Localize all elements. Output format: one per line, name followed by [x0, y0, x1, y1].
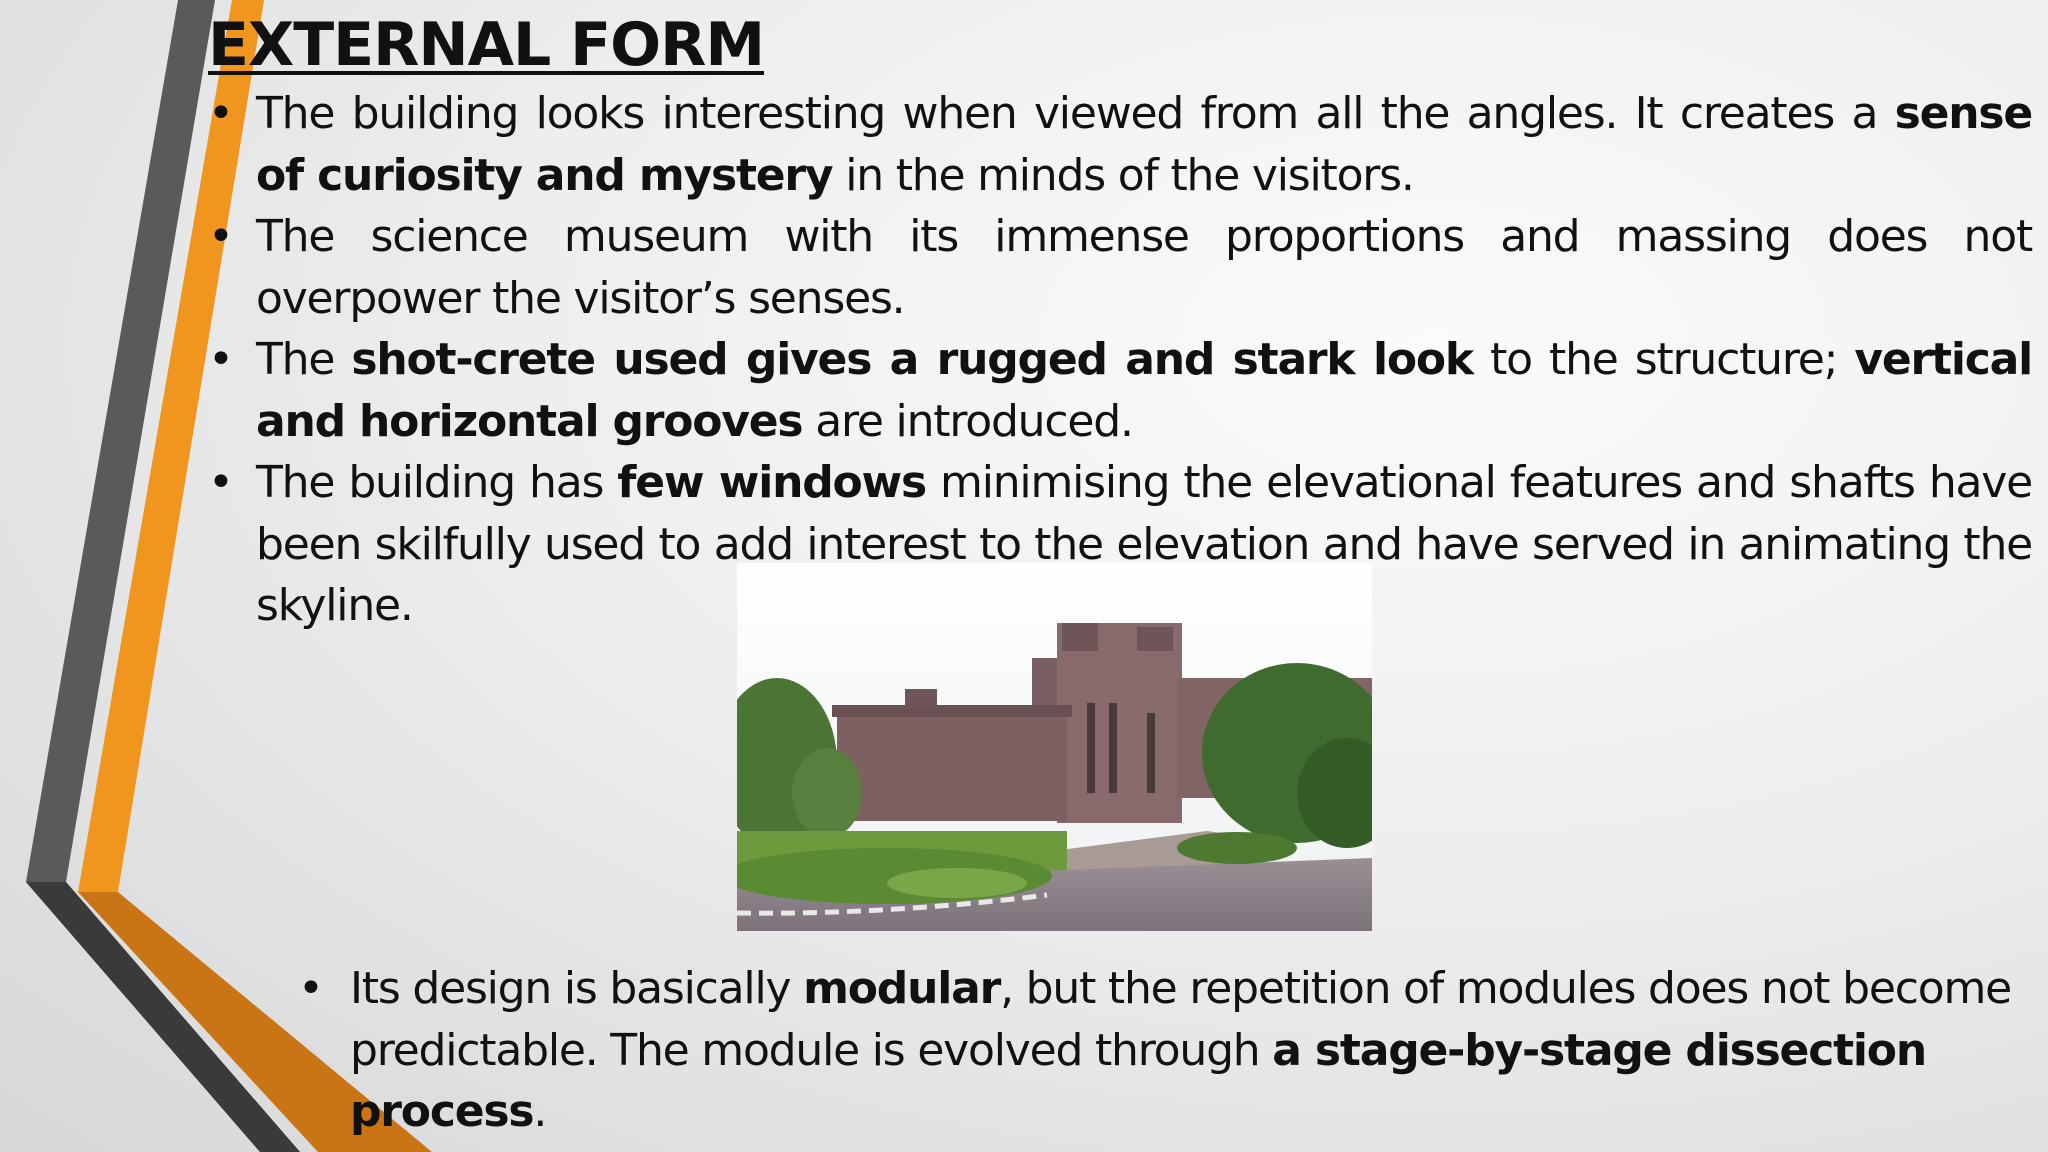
photo-hedge-2: [887, 868, 1027, 898]
bullet-item: [208, 206, 2032, 329]
bullet-text: are introduced.: [802, 395, 1133, 447]
bullet-item: [298, 958, 2018, 1143]
slide-title: EXTERNAL FORM: [208, 10, 765, 80]
bullet-text: minimising the elevational features and shafts have been skilfully used to add interest to the elevation and have served in animating the skyline.: [256, 457, 2033, 631]
bullet-bold-text: vertical and horizontal grooves: [256, 334, 2032, 447]
bullet-text: The science museum with its immense proportions and massing does not overpower the visitor’s senses.: [256, 211, 2032, 324]
bullet-bold-text: shot-crete used gives a rugged and stark look: [351, 334, 1473, 385]
photo-tree-left-2: [792, 748, 862, 838]
photo-shrubs-right: [1177, 832, 1297, 864]
bullet-bold-text: few windows: [617, 457, 926, 508]
bullet-text: , but the repetition of modules does not become predictable. The module is evolved through: [350, 963, 2011, 1076]
photo-tower-slot-2: [1109, 703, 1117, 793]
bullet-text: in the minds of the visitors.: [832, 149, 1414, 201]
photo-tower-slot-1: [1087, 703, 1095, 793]
photo-tower-slot-3: [1147, 713, 1155, 793]
bullet-text: The building has: [256, 457, 618, 508]
bullet-bold-text: modular: [803, 963, 1001, 1014]
bullet-bold-text: a stage-by-stage dissection process: [350, 1024, 1926, 1137]
bullet-list: [208, 83, 2032, 637]
bullet-item: [208, 83, 2032, 206]
bullet-text: Its design is basically: [350, 963, 804, 1014]
bullet-text: The: [256, 334, 352, 385]
photo-block-left: [837, 711, 1067, 821]
photo-block-left-top: [905, 689, 937, 709]
bullet-text: to the structure;: [1472, 334, 1855, 385]
photo-block-left-roof: [832, 705, 1072, 717]
bullet-item: [208, 452, 2032, 637]
photo-tower-main: [1057, 623, 1182, 823]
bottom-bullet-list: [298, 958, 2018, 1143]
bullet-item: [208, 329, 2032, 452]
bullet-bold-text: sense of curiosity and mystery: [256, 88, 2032, 201]
bullet-text: The building looks interesting when viewed from all the angles. It creates a: [256, 88, 1895, 139]
bullet-text: .: [533, 1086, 547, 1137]
